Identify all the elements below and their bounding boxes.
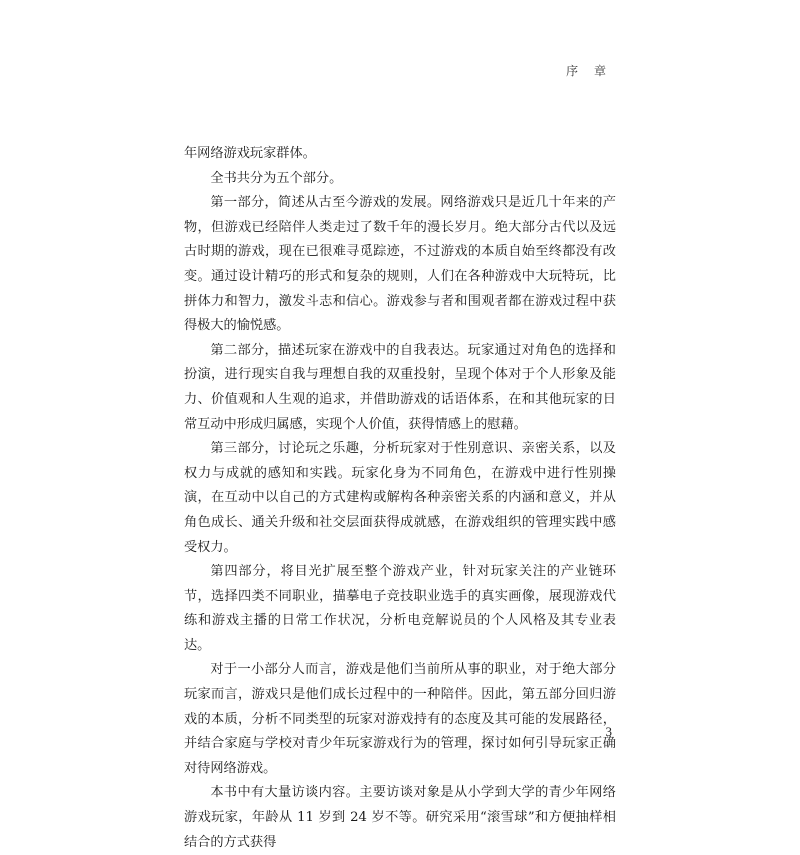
- paragraph: 第三部分，讨论玩之乐趣，分析玩家对于性别意识、亲密关系，以及权力与成就的感知和实践。玩家化身为不同角色，在游戏中进行性别操演，在互动中以自己的方式建构或解构各种亲密关系的内涵和意义，并从角色成长、通关升级和社交层面获得成就感，在游戏组织的管理实践中感受权力。: [184, 441, 616, 555]
- running-header: 序 章: [566, 64, 612, 78]
- body-text: [184, 142, 616, 855]
- paragraph: 本书中有大量访谈内容。主要访谈对象是从小学到大学的青少年网络游戏玩家，年龄从 11 岁到 24 岁不等。研究采用“滚雪球”和方便抽样相结合的方式获得: [184, 785, 616, 850]
- paragraph: 第一部分，简述从古至今游戏的发展。网络游戏只是近几十年来的产物，但游戏已经陪伴人类走过了数千年的漫长岁月。绝大部分古代以及远古时期的游戏，现在已很难寻觅踪迹，不过游戏的本质自始至终都没有改变。通过设计精巧的形式和复杂的规则，人们在各种游戏中大玩特玩，比拼体力和智力，激发斗志和信心。游戏参与者和围观者都在游戏过程中获得极大的愉悦感。: [184, 195, 616, 334]
- paragraph: 对于一小部分人而言，游戏是他们当前所从事的职业，对于绝大部分玩家而言，游戏只是他们成长过程中的一种陪伴。因此，第五部分回归游戏的本质，分析不同类型的玩家对游戏持有的态度及其可能的发展路径，并结合家庭与学校对青少年玩家游戏行为的管理，探讨如何引导玩家正确对待网络游戏。: [184, 662, 616, 776]
- paragraph: 全书共分为五个部分。: [210, 170, 343, 186]
- page-number: 3: [605, 724, 612, 739]
- paragraph-continuation: 年网络游戏玩家群体。: [184, 146, 316, 161]
- paragraph: 第四部分，将目光扩展至整个游戏产业，针对玩家关注的产业链环节，选择四类不同职业，描摹电子竞技职业选手的真实画像，展现游戏代练和游戏主播的日常工作状况，分析电竞解说员的个人风格及其专业表达。: [184, 564, 616, 653]
- paragraph: 第二部分，描述玩家在游戏中的自我表达。玩家通过对角色的选择和扮演，进行现实自我与理想自我的双重投射，呈现个体对于个人形象及能力、价值观和人生观的追求，并借助游戏的话语体系，在和其他玩家的日常互动中形成归属感，实现个人价值，获得情感上的慰藉。: [184, 342, 616, 432]
